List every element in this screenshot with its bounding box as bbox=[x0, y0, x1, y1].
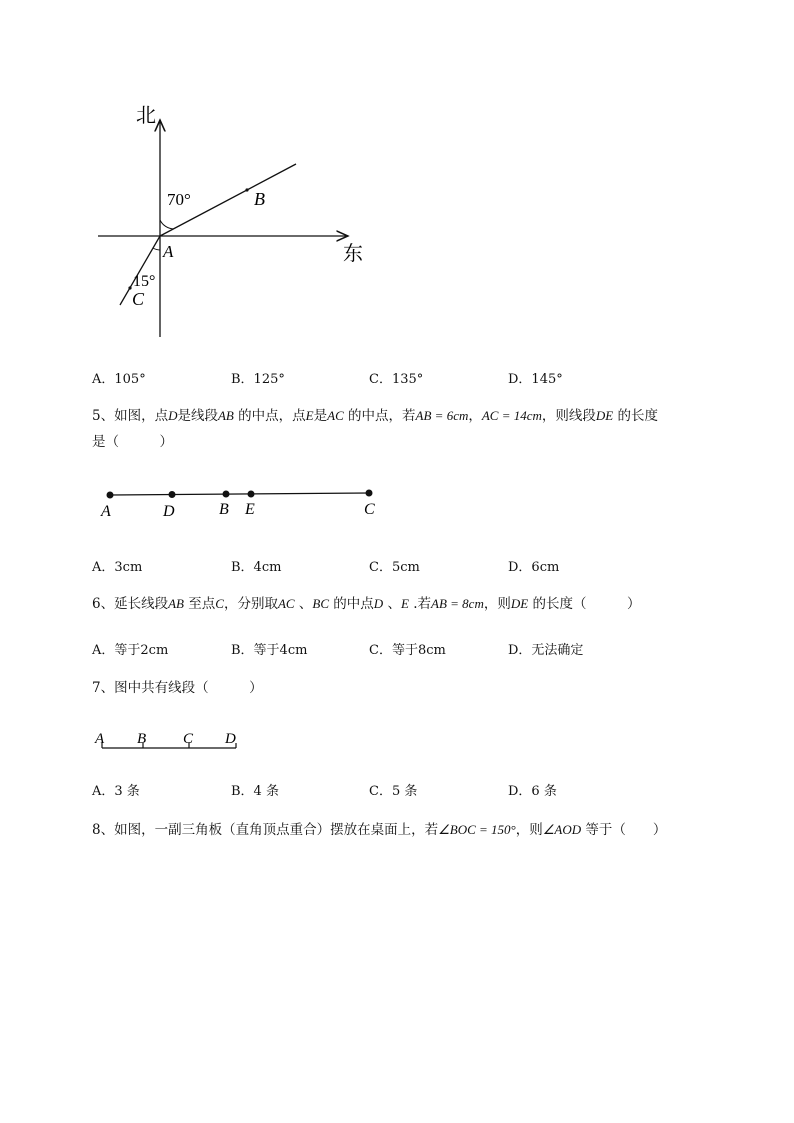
q5-option-b[interactable]: B．4cm bbox=[231, 560, 282, 575]
point-a-dot bbox=[107, 492, 114, 499]
point-d-label: D bbox=[163, 503, 175, 520]
q6-question: 6、延长线段AB 至点C，分别取AC 、BC 的中点D 、E .若AB = 8cm，则DE 的长度（ ） bbox=[92, 596, 641, 612]
point-e-label: E bbox=[245, 501, 255, 518]
q4-option-a[interactable]: A．105° bbox=[92, 372, 146, 387]
point-b-dot bbox=[223, 491, 230, 498]
q6-option-a[interactable]: A．等于2cm bbox=[92, 643, 169, 658]
compass-angle-figure bbox=[90, 100, 380, 345]
point-c-label: C bbox=[183, 731, 194, 747]
q7-option-b[interactable]: B．4 条 bbox=[231, 784, 279, 799]
q7-option-c[interactable]: C．5 条 bbox=[369, 784, 418, 799]
q4-option-d[interactable]: D．145° bbox=[508, 372, 563, 387]
point-c-label: C bbox=[132, 289, 145, 309]
q4-option-c[interactable]: C．135° bbox=[369, 372, 424, 387]
q5-option-d[interactable]: D．6cm bbox=[508, 560, 560, 575]
q8-question: 8、如图，一副三角板（直角顶点重合）摆放在桌面上，若∠BOC = 150°，则∠AOD 等于（ ） bbox=[92, 822, 667, 838]
point-a-label: A bbox=[95, 731, 105, 747]
q5-option-c[interactable]: C．5cm bbox=[369, 560, 420, 575]
q7-option-d[interactable]: D．6 条 bbox=[508, 784, 557, 799]
point-a-label: A bbox=[163, 242, 174, 261]
segment-figure-q7 bbox=[92, 726, 252, 756]
east-label: 东 bbox=[343, 241, 363, 265]
q5-question-line2: 是（ ） bbox=[92, 434, 173, 450]
point-c-label: C bbox=[364, 501, 375, 518]
north-label: 北 bbox=[136, 103, 156, 127]
q6-option-d[interactable]: D．无法确定 bbox=[508, 643, 584, 658]
angle-arc-70 bbox=[160, 220, 174, 229]
segment-ac bbox=[110, 493, 369, 495]
q4-option-b[interactable]: B．125° bbox=[231, 372, 285, 387]
angle-15-label: 15° bbox=[133, 273, 156, 290]
q7-question: 7、图中共有线段（ ） bbox=[92, 680, 263, 696]
q5-question: 5、如图，点D是线段AB 的中点，点E是AC 的中点，若AB = 6cm，AC = 14cm，则线段DE 的长度 bbox=[92, 408, 659, 424]
q7-option-a[interactable]: A．3 条 bbox=[92, 784, 140, 799]
point-c-dot bbox=[366, 490, 373, 497]
segment-figure-q5 bbox=[98, 484, 388, 524]
angle-70-label: 70° bbox=[167, 190, 191, 209]
q6-option-c[interactable]: C．等于8cm bbox=[369, 643, 446, 658]
point-e-dot bbox=[248, 491, 255, 498]
point-d-dot bbox=[169, 491, 176, 498]
point-d-label: D bbox=[225, 731, 236, 747]
q5-option-a[interactable]: A．3cm bbox=[92, 560, 143, 575]
angle-arc-15 bbox=[153, 248, 160, 250]
point-b-label: B bbox=[254, 189, 265, 209]
point-b-dot bbox=[245, 188, 248, 191]
point-b-label: B bbox=[137, 731, 147, 747]
q6-option-b[interactable]: B．等于4cm bbox=[231, 643, 308, 658]
point-b-label: B bbox=[219, 501, 229, 518]
point-a-label: A bbox=[101, 503, 111, 520]
